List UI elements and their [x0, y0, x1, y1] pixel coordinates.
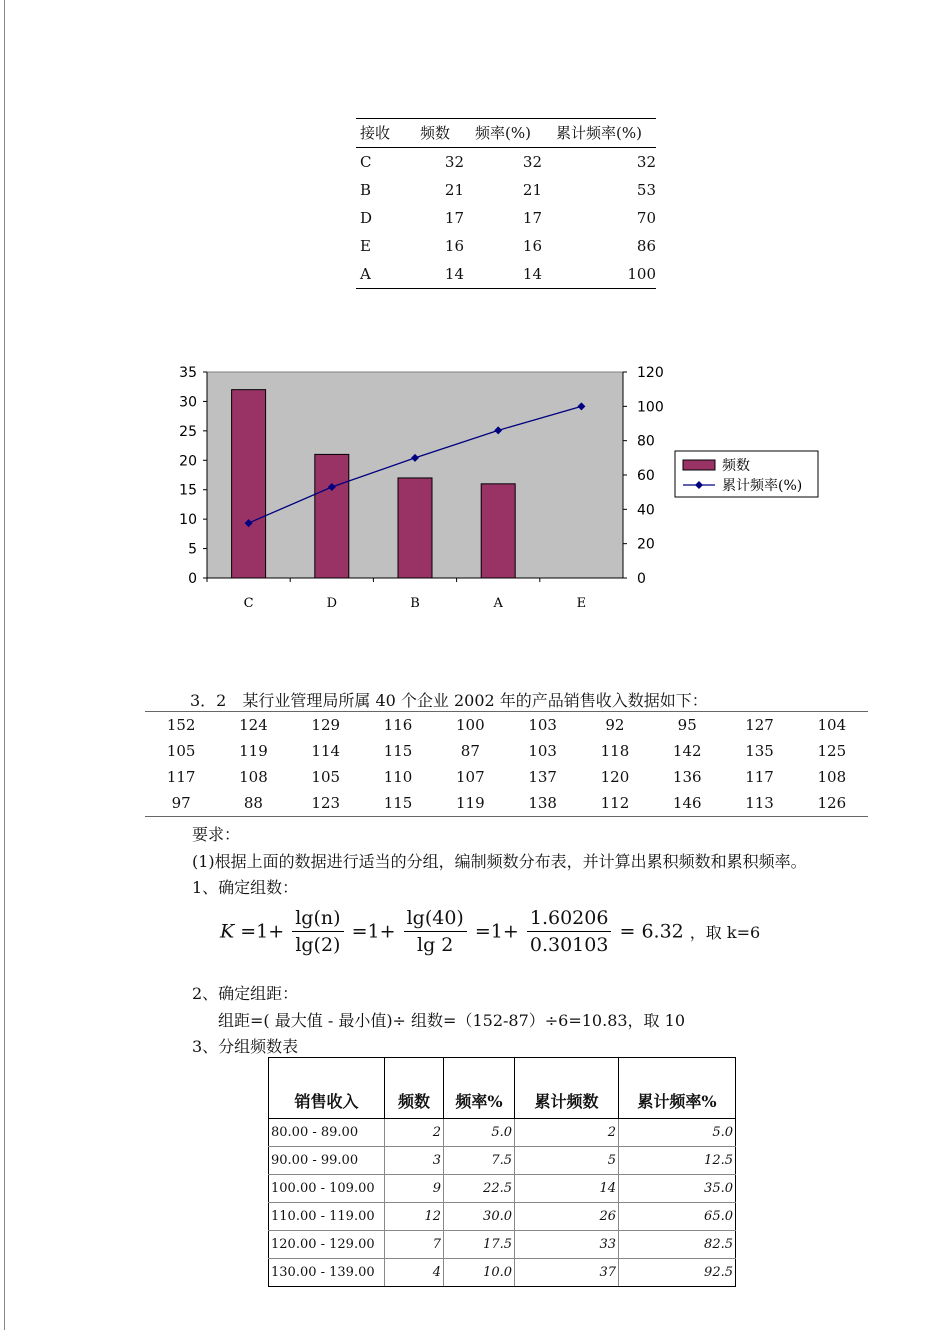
table-cell: 14 [515, 1175, 619, 1203]
frequency-summary-table [356, 118, 656, 289]
table-cell: 17 [444, 209, 464, 227]
table-row [356, 148, 656, 177]
formula-eq: =1+ [351, 920, 396, 943]
formula-eq: =1+ [474, 920, 519, 943]
table-cell: 22.5 [444, 1175, 515, 1203]
table-cell: 33 [515, 1231, 619, 1259]
table-cell: 119 [456, 794, 485, 812]
table-cell: 110.00 - 119.00 [269, 1203, 385, 1231]
table-cell: 92 [605, 716, 625, 734]
group-count-formula [220, 905, 760, 965]
y2-tick-label: 40 [637, 502, 655, 519]
table-cell: 119 [239, 742, 268, 760]
table-row [356, 204, 656, 232]
y2-tick-label: 20 [637, 536, 655, 553]
formula-denominator: lg(2) [295, 934, 341, 956]
table-cell: 70 [636, 209, 656, 227]
table-cell: 82.5 [619, 1231, 736, 1259]
formula-eq: =1+ [240, 920, 285, 943]
table-cell: 123 [311, 794, 341, 812]
table-cell: 104 [817, 716, 847, 734]
legend-label: 累计频率(%) [722, 478, 803, 494]
table-cell: 14 [464, 260, 542, 289]
legend-label: 频数 [722, 458, 750, 474]
table-cell: 135 [745, 742, 774, 760]
table-cell: 7 [385, 1231, 444, 1259]
table-cell: 110 [383, 768, 413, 786]
table-row [269, 1203, 736, 1231]
table-cell: 86 [636, 237, 656, 255]
table-cell: 88 [243, 794, 263, 812]
table-cell: 125 [817, 742, 847, 760]
table-cell: E [360, 237, 371, 255]
table-cell: 138 [528, 794, 557, 812]
table-cell: 112 [600, 794, 630, 812]
table-cell: 105 [311, 768, 341, 786]
x-tick-label: E [576, 596, 587, 611]
header-cell: 累计频率(%) [542, 119, 656, 148]
table-cell: 115 [383, 742, 413, 760]
table-cell: 120 [600, 768, 630, 786]
formula-fraction [404, 905, 467, 958]
x-tick-label: C [243, 596, 254, 611]
formula-fraction [527, 905, 612, 958]
header-cell: 接收 [356, 119, 406, 148]
table-cell: 97 [171, 794, 191, 812]
table-cell: 95 [677, 716, 697, 734]
y-tick-label: 30 [179, 394, 197, 411]
header-cell: 频数 [385, 1058, 444, 1119]
formula-numerator: lg(40) [404, 905, 467, 932]
table-cell: 105 [166, 742, 196, 760]
table-header-row [356, 119, 656, 148]
y2-tick-label: 0 [637, 571, 646, 587]
header-cell: 累计频数 [515, 1058, 619, 1119]
table-cell: 5.0 [619, 1119, 736, 1147]
table-cell: 129 [311, 716, 341, 734]
table-cell: 21 [522, 181, 542, 199]
x-tick-label: A [493, 596, 503, 611]
bar [315, 454, 349, 578]
formula-numerator: lg(n) [292, 905, 343, 932]
table-cell: A [356, 260, 406, 289]
step-2-calculation: 组距=( 最大值 - 最小值)÷ 组数=（152-87）÷6=10.83，取 10 [218, 1011, 686, 1030]
table-row [269, 1147, 736, 1175]
formula-denominator: 0.30103 [529, 934, 609, 956]
y-tick-label: 25 [179, 423, 197, 440]
formula-numerator: 1.60206 [527, 905, 612, 932]
table-cell: 2 [515, 1119, 619, 1147]
table-cell: 30.0 [444, 1203, 515, 1231]
table-cell: 5 [515, 1147, 619, 1175]
table-cell: 100 [542, 260, 656, 289]
step-1-text: 1、确定组数： [192, 878, 299, 897]
formula-k: K [220, 920, 235, 943]
table-row [269, 1259, 736, 1287]
table-cell: 16 [522, 237, 542, 255]
table-cell: 32 [522, 153, 542, 171]
table-cell: 17 [522, 209, 542, 227]
table-header-row [269, 1058, 736, 1119]
table-row [145, 712, 868, 739]
table-cell: 115 [383, 794, 413, 812]
table-cell: 117 [166, 768, 196, 786]
table-cell: 17.5 [444, 1231, 515, 1259]
table-cell: 12 [385, 1203, 444, 1231]
table-cell: 92.5 [619, 1259, 736, 1287]
step-3-text: 3、分组频数表 [192, 1037, 299, 1056]
table-cell: 127 [745, 716, 774, 734]
table-cell: 152 [166, 716, 196, 734]
table-cell: B [360, 181, 372, 199]
bar [481, 484, 515, 578]
y2-tick-label: 60 [637, 468, 655, 484]
pareto-chart [160, 360, 840, 630]
table-cell: 10.0 [444, 1259, 515, 1287]
header-cell: 频率(%) [464, 119, 542, 148]
grouped-frequency-table [268, 1057, 736, 1287]
table-cell: 7.5 [444, 1147, 515, 1175]
formula-tail: ，取 k=6 [689, 923, 761, 942]
table-cell: 126 [817, 794, 847, 812]
requirement-label: 要求： [192, 825, 241, 844]
y2-tick-label: 80 [637, 433, 655, 450]
table-row [145, 764, 868, 790]
table-cell: 32 [636, 153, 656, 171]
table-cell: 136 [672, 768, 702, 786]
header-cell: 累计频率% [619, 1058, 736, 1119]
table-cell: 103 [528, 716, 557, 734]
formula-result: = 6.32 [619, 920, 684, 943]
table-row [269, 1231, 736, 1259]
table-cell: 12.5 [619, 1147, 736, 1175]
table-cell: 35.0 [619, 1175, 736, 1203]
table-cell: 137 [528, 768, 557, 786]
table-cell: 116 [383, 716, 413, 734]
table-cell: 118 [600, 742, 630, 760]
table-cell: 100.00 - 109.00 [269, 1175, 385, 1203]
table-cell: 14 [406, 260, 464, 289]
legend-bar-swatch [683, 460, 715, 470]
table-cell: 37 [515, 1259, 619, 1287]
table-cell: 16 [444, 237, 464, 255]
table-cell: 9 [385, 1175, 444, 1203]
table-cell: 21 [444, 181, 464, 199]
table-cell: 2 [385, 1119, 444, 1147]
table-cell: 80.00 - 89.00 [269, 1119, 385, 1147]
table-cell: 120.00 - 129.00 [269, 1231, 385, 1259]
table-row [269, 1175, 736, 1203]
y-tick-label: 0 [188, 571, 197, 587]
table-cell: 130.00 - 139.00 [269, 1259, 385, 1287]
table-cell: 65.0 [619, 1203, 736, 1231]
table-cell: 108 [239, 768, 268, 786]
table-cell: 87 [460, 742, 480, 760]
table-cell: 26 [515, 1203, 619, 1231]
table-row [145, 790, 868, 817]
table-cell: 32 [444, 153, 464, 171]
question-1-text: (1)根据上面的数据进行适当的分组，编制频数分布表，并计算出累积频数和累积频率。 [192, 852, 807, 871]
table-cell: 107 [456, 768, 485, 786]
table-row [269, 1119, 736, 1147]
table-row [356, 176, 656, 204]
table-row [356, 232, 656, 260]
table-cell: 108 [817, 768, 847, 786]
table-cell: 53 [636, 181, 656, 199]
table-cell: C [360, 153, 372, 171]
table-cell: 114 [311, 742, 341, 760]
table-cell: 100 [456, 716, 485, 734]
raw-data-table [145, 711, 868, 817]
y-tick-label: 15 [179, 482, 197, 499]
table-row [145, 738, 868, 764]
x-tick-label: B [410, 596, 420, 611]
table-cell: 90.00 - 99.00 [269, 1147, 385, 1175]
x-tick-label: D [326, 596, 338, 611]
table-cell: 117 [745, 768, 774, 786]
bar [232, 390, 266, 578]
y2-tick-label: 120 [637, 365, 664, 381]
table-cell: 113 [745, 794, 774, 812]
formula-denominator: lg 2 [417, 934, 454, 956]
formula-fraction [292, 905, 343, 958]
table-cell: 124 [239, 716, 268, 734]
header-cell: 频率% [444, 1058, 515, 1119]
question-title: 3．2 某行业管理局所属 40 个企业 2002 年的产品销售收入数据如下： [190, 691, 708, 710]
table-cell: D [360, 209, 373, 227]
table-cell: 4 [385, 1259, 444, 1287]
y-tick-label: 5 [188, 541, 197, 558]
y-tick-label: 20 [179, 453, 197, 470]
table-cell: 146 [672, 794, 702, 812]
table-cell: 103 [528, 742, 557, 760]
step-2-text: 2、确定组距： [192, 984, 299, 1003]
table-row [356, 260, 656, 289]
table-cell: 3 [385, 1147, 444, 1175]
header-cell: 频数 [406, 119, 464, 148]
bar [398, 478, 432, 578]
page-left-border [4, 0, 5, 1330]
header-cell: 销售收入 [269, 1058, 385, 1119]
y-tick-label: 35 [179, 365, 197, 381]
y2-tick-label: 100 [637, 399, 664, 416]
y-tick-label: 10 [179, 512, 197, 529]
table-cell: 5.0 [444, 1119, 515, 1147]
table-cell: 142 [672, 742, 702, 760]
